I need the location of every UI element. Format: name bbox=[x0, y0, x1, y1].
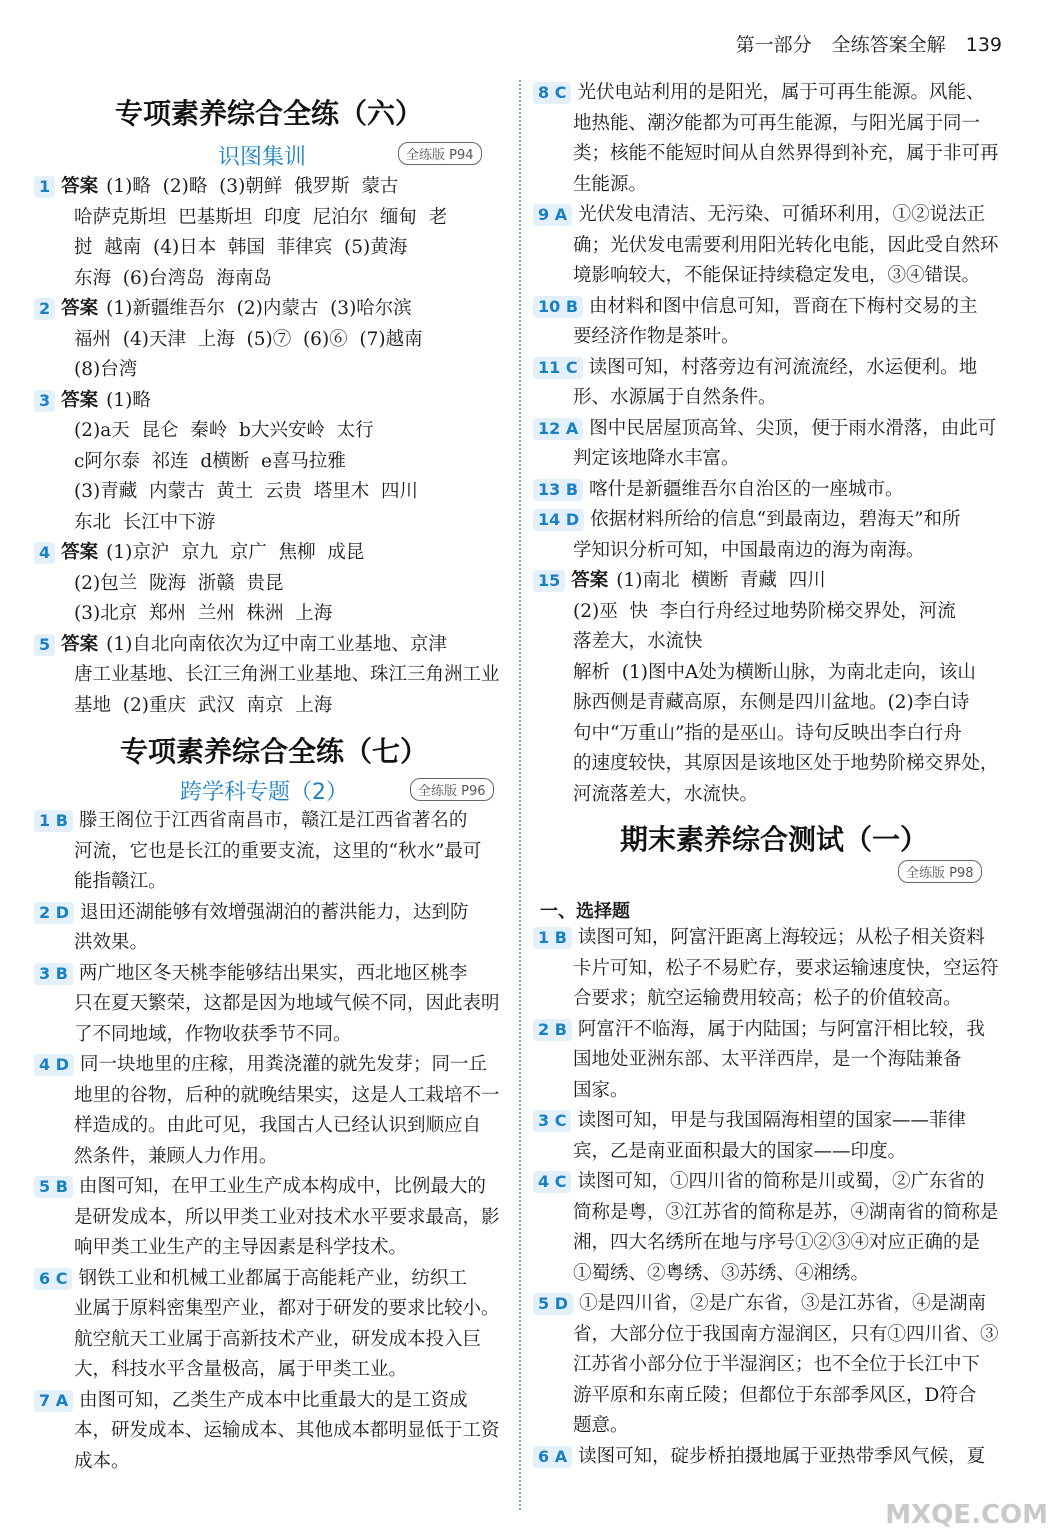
answer-text: (2)巫 快 李白行舟经过地势阶梯交界处，河流 bbox=[573, 600, 956, 622]
answer-text: 类；核能不能短时间从自然界得到补充，属于非可再 bbox=[573, 143, 999, 164]
answer-line bbox=[34, 1233, 509, 1264]
page-header bbox=[722, 30, 1002, 57]
answer-text: 读图可知，阿富汗距离上海较远；从松子相关资料 bbox=[577, 927, 985, 948]
answer-text: 宾，乙是南亚面积最大的国家——印度。 bbox=[573, 1140, 907, 1162]
answer-line bbox=[34, 416, 509, 447]
answer-line bbox=[34, 989, 509, 1020]
answer-item bbox=[533, 1289, 1008, 1442]
answer-text: 境影响较大，不能保证持续稳定发电，③④错误。 bbox=[573, 265, 981, 286]
answer-line bbox=[34, 1050, 509, 1081]
answer-text: 地里的谷物，后种的就晚结果实，这是人工栽培不一 bbox=[74, 1084, 500, 1106]
answer-item bbox=[533, 292, 1008, 353]
answer-text: ①是四川省，②是广东省，③是江苏省，④是湖南 bbox=[578, 1293, 986, 1314]
section-title-7: 专项素养综合全练（七） bbox=[120, 735, 429, 768]
answer-line bbox=[533, 627, 1008, 658]
answer-text: (1)新疆维吾尔 (2)内蒙古 (3)哈尔滨 bbox=[106, 298, 412, 319]
answer-text: c阿尔泰 祁连 d横断 e喜马拉雅 bbox=[74, 450, 346, 472]
question-number-badge: 6 C bbox=[34, 1268, 72, 1290]
question-number-badge: 2 D bbox=[34, 902, 74, 924]
answer-line bbox=[34, 898, 509, 929]
answer-text: 光伏发电清洁、无污染、可循环利用，①②说法正 bbox=[578, 204, 986, 225]
question-number-badge: 4 bbox=[34, 542, 55, 564]
answer-text: 福州 (4)天津 上海 (5)⑦ (6)⑥ (7)越南 bbox=[74, 328, 423, 350]
answer-text: 航空航天工业属于高新技术产业，研发成本投入巨 bbox=[74, 1328, 482, 1350]
answer-text: 要经济作物是茶叶。 bbox=[573, 326, 740, 347]
answer-text: (1)京沪 京九 京广 焦柳 成昆 bbox=[106, 542, 365, 563]
answer-line bbox=[533, 1076, 1008, 1107]
answer-line bbox=[533, 353, 1008, 384]
answer-line bbox=[34, 447, 509, 478]
answer-line bbox=[533, 383, 1008, 414]
answer-line bbox=[34, 599, 509, 630]
answer-line bbox=[34, 630, 509, 661]
question-number-badge: 8 C bbox=[533, 82, 571, 104]
answer-item bbox=[34, 538, 509, 630]
answer-item bbox=[533, 1167, 1008, 1289]
page-number: 139 bbox=[965, 34, 1002, 56]
answer-text: 业属于原料密集型产业，都对于研发的要求比较小。 bbox=[74, 1298, 500, 1319]
answer-line bbox=[533, 719, 1008, 750]
answer-line bbox=[533, 1228, 1008, 1259]
question-number-badge: 3 B bbox=[34, 963, 73, 985]
page-ref-tag-2: 全练版 P96 bbox=[410, 778, 494, 801]
answer-line bbox=[34, 1264, 509, 1295]
answer-item bbox=[34, 898, 509, 959]
answer-item bbox=[34, 1264, 509, 1386]
page-ref-tag-3: 全练版 P98 bbox=[898, 860, 982, 883]
answer-line bbox=[34, 264, 509, 295]
answer-text: 由材料和图中信息可知，晋商在下梅村交易的主 bbox=[589, 295, 978, 317]
answer-text: 大，科技水平含量极高，属于甲类工业。 bbox=[74, 1359, 408, 1380]
answer-text: 东海 (6)台湾岛 海南岛 bbox=[74, 267, 272, 289]
answer-text: 读图可知，碇步桥拍摄地属于亚热带季风气候，夏 bbox=[578, 1445, 986, 1467]
answer-line bbox=[34, 867, 509, 898]
answer-text: 解析 (1)图中A处为横断山脉，为南北走向，该山 bbox=[573, 661, 976, 683]
answer-line bbox=[533, 597, 1008, 628]
answer-line bbox=[533, 261, 1008, 292]
answer-item bbox=[533, 923, 1008, 1015]
page-ref-tag: 全练版 P94 bbox=[398, 142, 482, 165]
answer-item bbox=[34, 1050, 509, 1172]
answer-item bbox=[533, 566, 1008, 810]
answer-text: 由图可知，乙类生产成本中比重最大的是工资成 bbox=[79, 1389, 468, 1411]
question-number-badge: 7 A bbox=[34, 1390, 73, 1412]
section-title-6: 专项素养综合全练（六） bbox=[115, 97, 424, 130]
answer-line bbox=[533, 414, 1008, 445]
answer-line bbox=[34, 172, 509, 203]
answer-line bbox=[533, 984, 1008, 1015]
answer-line bbox=[34, 928, 509, 959]
answer-line bbox=[34, 837, 509, 868]
answer-text: 游平原和东南丘陵；但都位于东部季风区，D符合 bbox=[573, 1384, 977, 1406]
answer-line bbox=[533, 923, 1008, 954]
answer-line bbox=[533, 322, 1008, 353]
answer-line bbox=[34, 477, 509, 508]
answer-text: 确；光伏发电需要利用阳光转化电能，因此受自然环 bbox=[573, 234, 999, 256]
answer-line bbox=[533, 536, 1008, 567]
answer-text: 脉西侧是青藏高原，东侧是四川盆地。(2)李白诗 bbox=[573, 692, 970, 713]
answer-line bbox=[533, 1350, 1008, 1381]
answer-text: 读图可知，甲是与我国隔海相望的国家——菲律 bbox=[577, 1110, 966, 1131]
answer-item bbox=[34, 630, 509, 722]
answer-text: 国家。 bbox=[573, 1079, 629, 1101]
section-title-final: 期末素养综合测试（一） bbox=[620, 823, 929, 856]
answer-line bbox=[34, 660, 509, 691]
question-number-badge: 9 A bbox=[533, 204, 572, 226]
answer-label: 答案 bbox=[61, 633, 99, 655]
question-number-badge: 10 B bbox=[533, 296, 583, 318]
answer-text: 响甲类工业生产的主导因素是科学技术。 bbox=[74, 1237, 408, 1258]
answer-text: 句中“万重山”指的是巫山。诗句反映出李白行舟 bbox=[573, 722, 962, 744]
answer-line bbox=[533, 780, 1008, 811]
header-title: 全练答案全解 bbox=[831, 34, 946, 56]
answer-line bbox=[34, 1294, 509, 1325]
subsection-title-cross: 跨学科专题（2） bbox=[180, 780, 348, 805]
answer-text: 国地处亚洲东部、太平洋西岸，是一个海陆兼备 bbox=[573, 1049, 962, 1070]
answer-line bbox=[34, 386, 509, 417]
answer-line bbox=[533, 954, 1008, 985]
answer-line bbox=[533, 231, 1008, 262]
answer-line bbox=[34, 538, 509, 569]
answer-line bbox=[533, 1198, 1008, 1229]
answer-text: 河流落差大，水流快。 bbox=[573, 783, 759, 805]
answer-line bbox=[34, 1172, 509, 1203]
answer-line bbox=[533, 139, 1008, 170]
answer-line bbox=[533, 1381, 1008, 1412]
question-number-badge: 5 D bbox=[533, 1293, 573, 1315]
answer-text: 生能源。 bbox=[573, 173, 648, 195]
answer-text: (1)略 bbox=[106, 389, 151, 411]
answer-text: (3)北京 郑州 兰州 株洲 上海 bbox=[74, 603, 333, 624]
question-number-badge: 2 B bbox=[533, 1019, 572, 1041]
answer-text: 读图可知，村落旁边有河流流经，水运便利。地 bbox=[588, 356, 978, 378]
answer-line bbox=[34, 1020, 509, 1051]
answer-text: 由图可知，在甲工业生产成本构成中，比例最大的 bbox=[78, 1176, 486, 1197]
answer-item bbox=[34, 959, 509, 1051]
answer-text: 省，大部分位于我国南方湿润区，只有①四川省、③ bbox=[573, 1323, 999, 1345]
answer-text: ①蜀绣、②粤绣、③苏绣、④湘绣。 bbox=[573, 1262, 870, 1284]
answer-line bbox=[533, 1442, 1008, 1473]
answer-text: 湘，四大名绣所在地与序号①②③④对应正确的是 bbox=[573, 1232, 981, 1253]
answer-item bbox=[533, 200, 1008, 292]
answer-item bbox=[533, 414, 1008, 475]
question-number-badge: 14 D bbox=[533, 509, 584, 531]
answer-item bbox=[533, 505, 1008, 566]
answer-line bbox=[533, 1137, 1008, 1168]
question-number-badge: 3 C bbox=[533, 1110, 571, 1132]
answer-text: 两广地区冬天桃李能够结出果实，西北地区桃李 bbox=[78, 962, 468, 984]
answer-line bbox=[533, 566, 1008, 597]
answer-item bbox=[34, 294, 509, 386]
answer-line bbox=[533, 1289, 1008, 1320]
question-number-badge: 5 bbox=[34, 634, 55, 656]
answer-text: 了不同地域，作物收获季节不同。 bbox=[74, 1023, 352, 1045]
answer-text: 退田还湖能够有效增强湖泊的蓄洪能力，达到防 bbox=[79, 901, 469, 923]
answer-text: (2)包兰 陇海 浙赣 贵昆 bbox=[74, 572, 284, 594]
answer-list-b bbox=[34, 806, 509, 1477]
answer-label: 答案 bbox=[571, 570, 609, 591]
answer-text: (2)a天 昆仑 秦岭 b大兴安岭 太行 bbox=[74, 420, 374, 441]
answer-text: 是研发成本，所以甲类工业对技术水平要求最高，影 bbox=[74, 1206, 500, 1228]
watermark-logo: MXQE.COM bbox=[885, 1500, 1048, 1530]
answer-text: 判定该地降水丰富。 bbox=[573, 448, 740, 469]
question-number-badge: 1 B bbox=[533, 927, 572, 949]
answer-text: 落差大，水流快 bbox=[573, 631, 703, 652]
answer-line bbox=[34, 1142, 509, 1173]
question-number-badge: 15 bbox=[533, 570, 565, 592]
column-divider bbox=[519, 80, 521, 1510]
answer-line bbox=[533, 1015, 1008, 1046]
answer-item bbox=[34, 1386, 509, 1478]
answer-text: 的速度较快，其原因是该地区处于地势阶梯交界处， bbox=[573, 753, 999, 774]
question-number-badge: 4 D bbox=[34, 1054, 74, 1076]
answer-text: 挝 越南 (4)日本 韩国 菲律宾 (5)黄海 bbox=[74, 237, 408, 258]
answer-text: 光伏电站利用的是阳光，属于可再生能源。风能、 bbox=[577, 82, 985, 103]
answer-line bbox=[533, 78, 1008, 109]
answer-text: 本，研发成本、运输成本、其他成本都明显低于工资 bbox=[74, 1420, 500, 1441]
answer-line bbox=[533, 109, 1008, 140]
answer-label: 答案 bbox=[61, 389, 99, 411]
answer-item bbox=[533, 78, 1008, 200]
answer-line bbox=[533, 1259, 1008, 1290]
question-number-badge: 3 bbox=[34, 390, 55, 412]
question-number-badge: 1 B bbox=[34, 810, 73, 832]
answer-text: 江苏省小部分位于半湿润区；也不全位于长江中下 bbox=[573, 1354, 981, 1375]
answer-line bbox=[34, 1325, 509, 1356]
answer-text: 形、水源属于自然条件。 bbox=[573, 387, 777, 408]
answer-text: 学知识分析可知，中国最南边的海为南海。 bbox=[573, 539, 925, 561]
header-part: 第一部分 bbox=[735, 34, 812, 56]
question-number-badge: 13 B bbox=[533, 479, 583, 501]
answer-label: 答案 bbox=[61, 542, 99, 563]
subsection-title-map: 识图集训 bbox=[218, 145, 307, 170]
answer-text: 洪效果。 bbox=[74, 932, 149, 953]
answer-text: 读图可知，①四川省的简称是川或蜀，②广东省的 bbox=[577, 1171, 985, 1192]
answer-text: 唐工业基地、长江三角洲工业基地、珠江三角洲工业 bbox=[74, 664, 500, 685]
answer-list-d bbox=[533, 923, 1008, 1472]
answer-text: 题意。 bbox=[573, 1415, 629, 1436]
answer-line bbox=[34, 1203, 509, 1234]
answer-line bbox=[533, 1106, 1008, 1137]
answer-text: 然条件，兼顾人力作用。 bbox=[74, 1145, 278, 1167]
answer-text: 喀什是新疆维吾尔自治区的一座城市。 bbox=[589, 478, 904, 500]
answer-line bbox=[533, 1411, 1008, 1442]
answer-item bbox=[34, 806, 509, 898]
answer-line bbox=[533, 1167, 1008, 1198]
answer-line bbox=[34, 294, 509, 325]
answer-text: 滕王阁位于江西省南昌市，赣江是江西省著名的 bbox=[78, 810, 468, 831]
answer-item bbox=[533, 353, 1008, 414]
answer-line bbox=[34, 233, 509, 264]
question-number-badge: 5 B bbox=[34, 1176, 73, 1198]
question-number-badge: 2 bbox=[34, 298, 55, 320]
answer-text: 样造成的。由此可见，我国古人已经认识到顺应自 bbox=[74, 1115, 482, 1136]
answer-text: (1)南北 横断 青藏 四川 bbox=[616, 570, 826, 591]
answer-line bbox=[34, 1447, 509, 1478]
answer-text: 卡片可知，松子不易贮存，要求运输速度快，空运符 bbox=[573, 957, 999, 979]
answer-item bbox=[533, 1442, 1008, 1473]
answer-label: 答案 bbox=[61, 176, 99, 197]
question-number-badge: 1 bbox=[34, 176, 55, 198]
answer-line bbox=[533, 292, 1008, 323]
answer-text: (1)略 (2)略 (3)朝鲜 俄罗斯 蒙古 bbox=[106, 176, 399, 197]
answer-text: 成本。 bbox=[74, 1450, 130, 1472]
question-number-badge: 12 A bbox=[533, 418, 583, 440]
answer-line bbox=[533, 505, 1008, 536]
answer-text: 东北 长江中下游 bbox=[74, 511, 216, 533]
answer-text: 合要求；航空运输费用较高；松子的价值较高。 bbox=[573, 988, 962, 1009]
answer-line bbox=[34, 1111, 509, 1142]
answer-line bbox=[34, 1416, 509, 1447]
answer-line bbox=[533, 749, 1008, 780]
answer-line bbox=[533, 688, 1008, 719]
answer-list-c bbox=[533, 78, 1008, 810]
answer-text: (1)自北向南依次为辽中南工业基地、京津 bbox=[106, 633, 447, 655]
answer-line bbox=[533, 200, 1008, 231]
answer-item bbox=[34, 1172, 509, 1264]
answer-item bbox=[533, 475, 1008, 506]
answer-line bbox=[34, 1386, 509, 1417]
answer-line bbox=[34, 203, 509, 234]
answer-line bbox=[34, 959, 509, 990]
answer-item bbox=[533, 1015, 1008, 1107]
answer-text: (8)台湾 bbox=[74, 359, 138, 380]
answer-text: 哈萨克斯坦 巴基斯坦 印度 尼泊尔 缅甸 老 bbox=[74, 206, 448, 228]
answer-line bbox=[34, 569, 509, 600]
question-number-badge: 11 C bbox=[533, 357, 583, 379]
answer-line bbox=[533, 658, 1008, 689]
section-choice-title: 一、选择题 bbox=[540, 901, 630, 922]
answer-text: 依据材料所给的信息“到最南边，碧海天”和所 bbox=[590, 509, 961, 530]
answer-line bbox=[34, 325, 509, 356]
answer-line bbox=[533, 170, 1008, 201]
answer-text: 钢铁工业和机械工业都属于高能耗产业，纺织工 bbox=[78, 1267, 467, 1289]
answer-line bbox=[533, 444, 1008, 475]
answer-text: 能指赣江。 bbox=[74, 871, 167, 892]
answer-text: 基地 (2)重庆 武汉 南京 上海 bbox=[74, 694, 333, 716]
answer-item bbox=[34, 172, 509, 294]
answer-line bbox=[533, 1320, 1008, 1351]
answer-line bbox=[34, 1081, 509, 1112]
answer-text: 同一块地里的庄稼，用粪浇灌的就先发芽；同一丘 bbox=[79, 1054, 487, 1075]
answer-text: 简称是粤，③江苏省的简称是苏，④湖南省的简称是 bbox=[573, 1201, 999, 1223]
answer-line bbox=[34, 806, 509, 837]
answer-item bbox=[533, 1106, 1008, 1167]
question-number-badge: 6 A bbox=[533, 1446, 572, 1468]
answer-line bbox=[34, 691, 509, 722]
answer-text: (3)青藏 内蒙古 黄土 云贵 塔里木 四川 bbox=[74, 481, 419, 502]
answer-item bbox=[34, 386, 509, 539]
answer-line bbox=[533, 1045, 1008, 1076]
answer-text: 地热能、潮汐能都为可再生能源，与阳光属于同一 bbox=[573, 112, 981, 134]
answer-label: 答案 bbox=[61, 298, 99, 319]
answer-text: 阿富汗不临海，属于内陆国；与阿富汗相比较，我 bbox=[577, 1018, 985, 1040]
answer-list-a bbox=[34, 172, 509, 721]
answer-text: 只在夏天繁荣，这都是因为地域气候不同，因此表明 bbox=[74, 993, 500, 1014]
answer-line bbox=[34, 508, 509, 539]
answer-text: 图中民居屋顶高耸、尖顶，便于雨水滑落，由此可 bbox=[589, 417, 997, 439]
answer-line bbox=[34, 355, 509, 386]
answer-line bbox=[34, 1355, 509, 1386]
answer-text: 河流，它也是长江的重要支流，这里的“秋水”最可 bbox=[74, 840, 482, 862]
question-number-badge: 4 C bbox=[533, 1171, 571, 1193]
answer-line bbox=[533, 475, 1008, 506]
